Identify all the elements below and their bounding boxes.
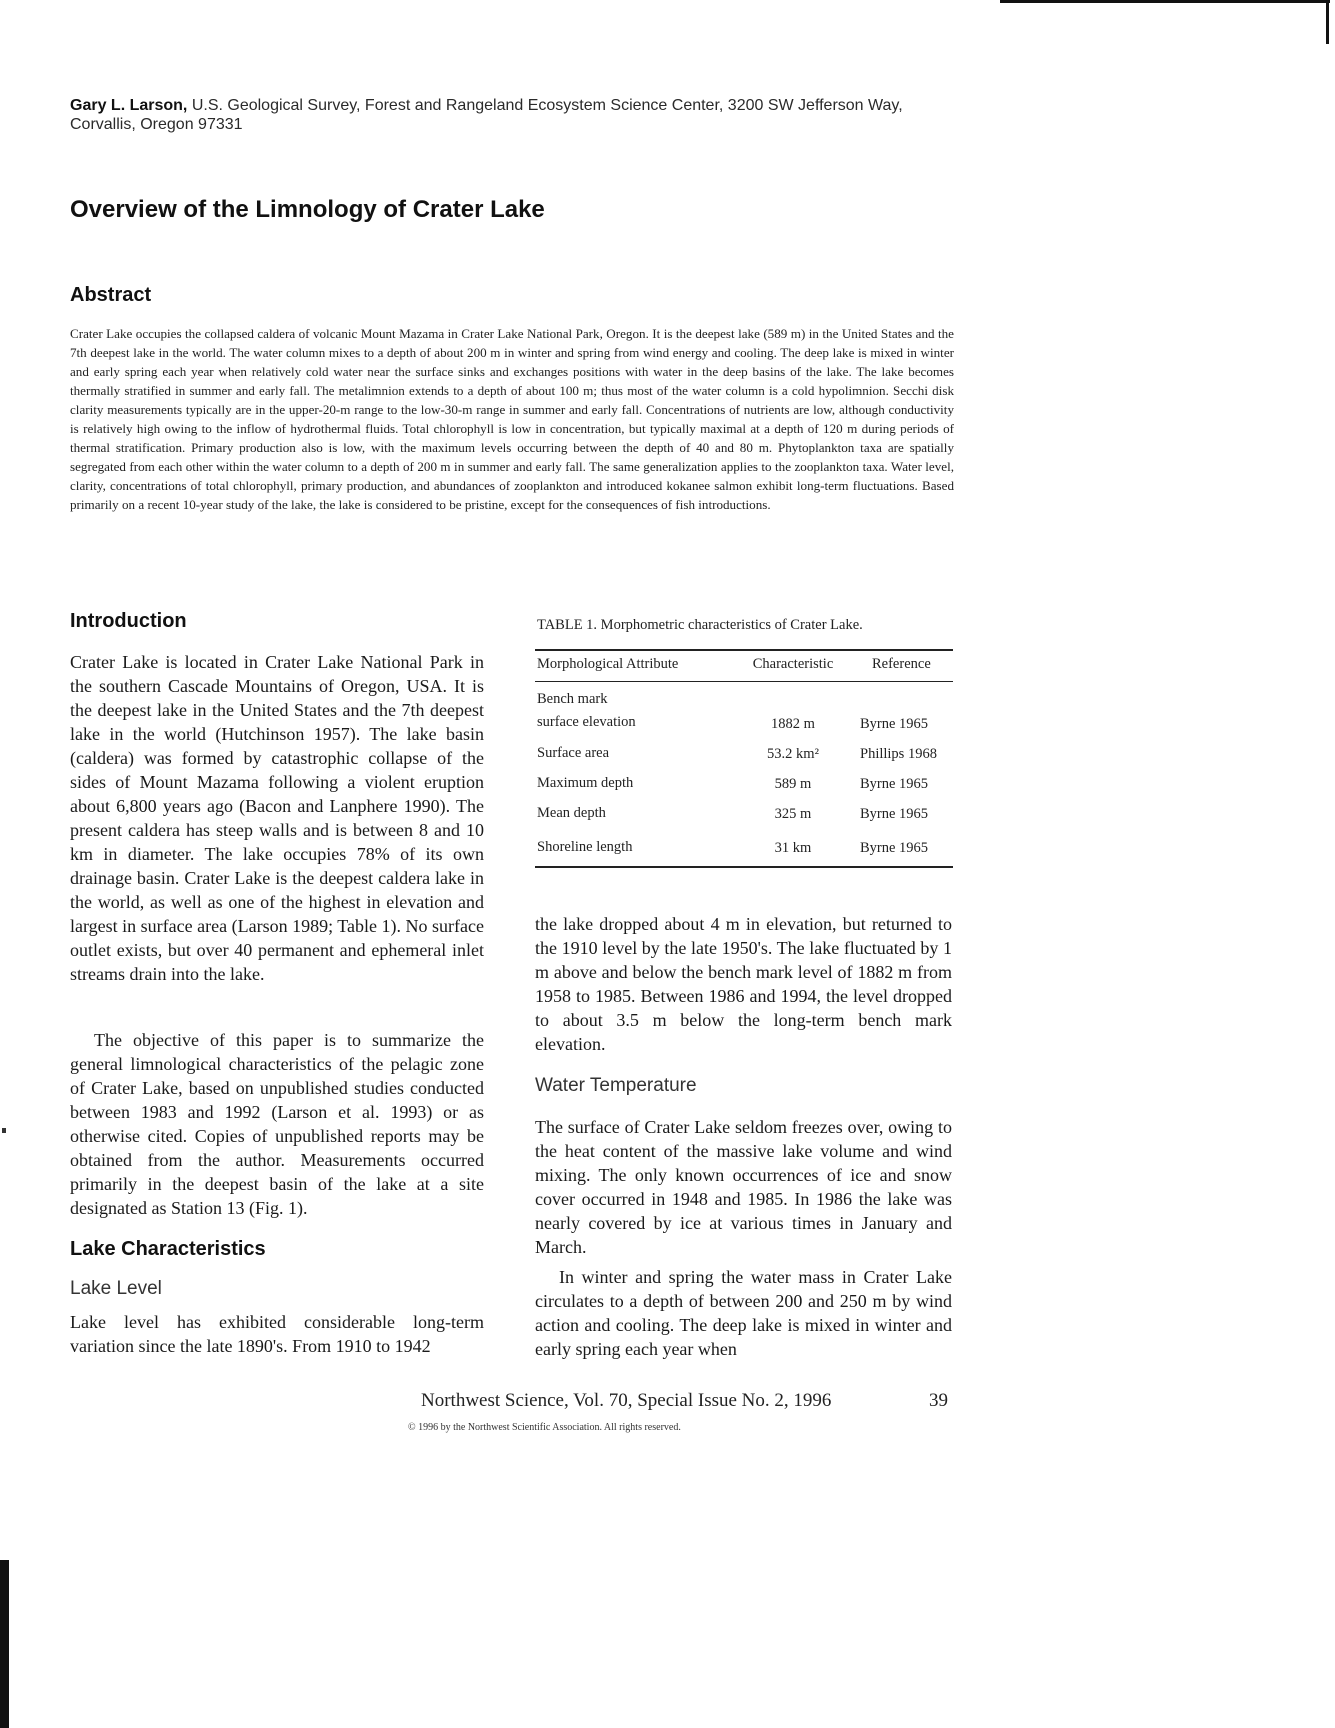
table-header-reference: Reference: [872, 656, 931, 672]
lake-level-continued-paragraph: the lake dropped about 4 m in elevation, but returned to the 1910 level by the late 1950's. The lake fluctuated by 1 m above and below the bench mark level of 1882 m from 1958 to 1985. Between 1986 and 1994, the level dropped to about 3.5 m below the long-term bench mark elevation.: [535, 914, 952, 1054]
table-cell-attribute: Shoreline length: [537, 839, 633, 855]
table-cell-attribute: surface elevation: [537, 714, 636, 730]
table-cell-value: 1882 m: [771, 716, 815, 732]
abstract-heading: Abstract: [70, 284, 152, 306]
affiliation-line-2: Corvallis, Oregon 97331: [70, 116, 243, 133]
page-number: 39: [929, 1390, 948, 1411]
abstract-text: Crater Lake occupies the collapsed caldera of volcanic Mount Mazama in Crater Lake National Park, Oregon. It is the deepest lake (589 m) in the United States and the 7th deepest lake in the world. The water column mixes to a depth of about 200 m in winter and spring from wind energy and cooling. The deep lake is mixed in winter and early spring each year when relatively cold water near the surface sinks and exchanges positions with water in the deep basins of the lake. The lake becomes thermally stratified in summer and early fall. The metalimnion extends to a depth of about 100 m; thus most of the water column is a cold hypolimnion. Secchi disk clarity measurements typically are in the upper-20-m range to the low-30-m range in summer and early fall. Concentrations of nutrients are low, although conductivity is relatively high owing to the inflow of hydrothermal fluids. Total chlorophyll is low in concentration, but typically maximal at a depth of 120 m during periods of thermal stratification. Primary production also is low, with the maximum levels occurring between the depth of 40 and 80 m. Phytoplankton taxa are spatially segregated from each other within the water column to a depth of 200 m in summer and early fall. The same generalization applies to the zooplankton taxa. Water level, clarity, concentrations of total chlorophyll, primary production, and abundances of zooplankton and introduced kokanee salmon exhibit long-term fluctuations. Based primarily on a recent 10-year study of the lake, the lake is considered to be pristine, except for the consequences of fish introductions.: [70, 326, 954, 512]
table-header-characteristic: Characteristic: [752, 656, 834, 672]
table-cell-attribute: Surface area: [537, 745, 610, 761]
paper-title: Overview of the Limnology of Crater Lake: [70, 196, 545, 223]
scan-edge-top: [1000, 0, 1330, 3]
water-temperature-paragraph-2: In winter and spring the water mass in Crater Lake circulates to a depth of between 200 and 250 m by wind action and cooling. The deep lake is mixed in winter and early spring each year when: [535, 1267, 952, 1359]
author-name: Gary L. Larson,: [70, 97, 188, 114]
introduction-paragraph-2: The objective of this paper is to summarize the general limnological characteristics of the pelagic zone of Crater Lake, based on unpublished studies conducted between 1983 and 1992 (Larson et al. 1993) or as otherwise cited. Copies of unpublished reports may be obtained from the author. Measurements occurred primarily in the deepest basin of the lake at a site designated as Station 13 (Fig. 1).: [70, 1030, 484, 1218]
author-affiliation: [70, 96, 970, 134]
lake-level-paragraph: Lake level has exhibited considerable long-term variation since the late 1890's. From 1910 to 1942: [70, 1312, 484, 1356]
introduction-paragraph-1: Crater Lake is located in Crater Lake National Park in the southern Cascade Mountains of Oregon, USA. It is the deepest lake in the United States and the 7th deepest lake in the world (Hutchinson 1957). The lake basin (caldera) was formed by catastrophic collapse of the sides of Mount Mazama following a violent eruption about 6,800 years ago (Bacon and Lanphere 1990). The present caldera has steep walls and is between 8 and 10 km in diameter. The lake occupies 78% of its own drainage basin. Crater Lake is the deepest caldera lake in the world, as well as one of the highest in elevation and largest in surface area (Larson 1989; Table 1). No surface outlet exists, but over 40 permanent and ephemeral inlet streams drain into the lake.: [70, 652, 484, 984]
copyright-notice: © 1996 by the Northwest Scientific Association. All rights reserved.: [408, 1422, 681, 1433]
scan-mark: [2, 1128, 6, 1133]
table-caption: TABLE 1. Morphometric characteristics of Crater Lake.: [537, 617, 863, 633]
table-bottom-rule: [535, 866, 953, 868]
introduction-heading: Introduction: [70, 610, 187, 632]
table-cell-reference: Byrne 1965: [860, 840, 929, 856]
journal-citation: Northwest Science, Vol. 70, Special Issue No. 2, 1996: [421, 1390, 832, 1411]
table-cell-value: 53.2 km²: [767, 746, 819, 762]
table-cell-reference: Byrne 1965: [860, 716, 929, 732]
table-cell-value: 589 m: [774, 776, 812, 792]
table-cell-reference: Byrne 1965: [860, 806, 929, 822]
water-temperature-paragraph-1: The surface of Crater Lake seldom freezes over, owing to the heat content of the massive lake volume and wind mixing. The only known occurrences of ice and snow cover occurred in 1948 and 1985. In 1986 the lake was nearly covered by ice at various times in January and March.: [535, 1117, 952, 1257]
table-cell-reference: Phillips 1968: [860, 746, 937, 762]
lake-level-heading: Lake Level: [70, 1278, 162, 1299]
table-cell-value: 31 km: [774, 840, 812, 856]
table-cell-reference: Byrne 1965: [860, 776, 929, 792]
table-top-rule: [535, 649, 953, 651]
scan-edge-right: [1326, 0, 1329, 44]
table-cell-attribute: Mean depth: [537, 805, 606, 821]
table-cell-attribute: Bench mark: [537, 691, 608, 707]
table-cell-attribute: Maximum depth: [537, 775, 634, 791]
water-temperature-heading: Water Temperature: [535, 1075, 697, 1096]
table-header-rule: [535, 681, 953, 682]
scan-edge-left: [0, 1560, 9, 1728]
table-cell-value: 325 m: [774, 806, 812, 822]
affiliation-line-1: U.S. Geological Survey, Forest and Rangeland Ecosystem Science Center, 3200 SW Jefferson Way,: [187, 97, 903, 114]
lake-characteristics-heading: Lake Characteristics: [70, 1238, 266, 1260]
table-header-attribute: Morphological Attribute: [537, 656, 679, 672]
